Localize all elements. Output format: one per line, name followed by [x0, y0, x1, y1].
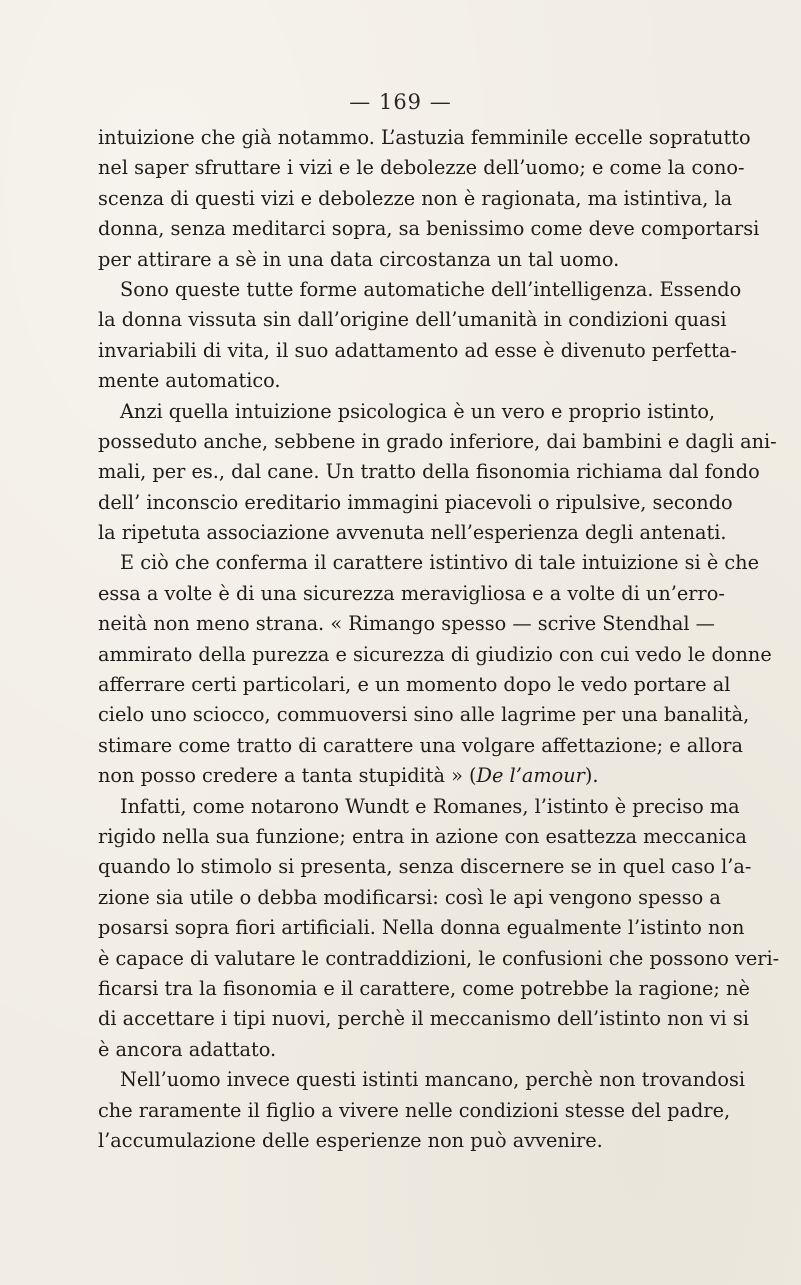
text-line: rigido nella sua funzione; entra in azione con esattezza meccanica [98, 824, 747, 848]
text-line: cielo uno sciocco, commuoversi sino alle lagrime per una banalità, [98, 703, 750, 727]
text-line-citation [98, 761, 704, 791]
text-line: Sono queste tutte forme automatiche dell’intelligenza. Essendo [120, 277, 742, 301]
text-line: per attirare a sè in una data circostanza un tal uomo. [98, 247, 620, 271]
text-line: è capace di valutare le contraddizioni, le confusioni che possono veri- [98, 946, 780, 970]
text-line: scenza di questi vizi e debolezze non è ragionata, ma istintiva, la [98, 186, 733, 210]
text-line: posseduto anche, sebbene in grado inferiore, dai bambini e dagli ani- [98, 429, 777, 453]
text-line: invariabili di vita, il suo adattamento ad esse è divenuto perfetta- [98, 338, 737, 362]
text-line: nel saper sfruttare i vizi e le debolezze dell’uomo; e come la cono- [98, 156, 745, 180]
text-line: è ancora adattato. [98, 1037, 277, 1061]
text-line: mali, per es., dal cane. Un tratto della fisonomia richiama dal fondo [98, 460, 760, 484]
text-line: essa a volte è di una sicurezza meravigliosa e a volte di un’erro- [98, 581, 725, 605]
text-line: intuizione che già notammo. L’astuzia femminile eccelle sopratutto [98, 126, 751, 149]
text-line: di accettare i tipi nuovi, perchè il meccanismo dell’istinto non vi si [98, 1007, 749, 1031]
text-line: zione sia utile o debba modificarsi: così le api vengono spesso a [98, 885, 721, 909]
text-line: Infatti, come notarono Wundt e Romanes, l’istinto è preciso ma [120, 794, 740, 818]
text-line: quando lo stimolo si presenta, senza discernere se in quel caso l’a- [98, 855, 752, 879]
text-line: la donna vissuta sin dall’origine dell’umanità in condizioni quasi [98, 308, 727, 332]
text-line: afferrare certi particolari, e un momento dopo le vedo portare al [98, 673, 731, 697]
text-line: mente automatico. [98, 369, 281, 393]
text-line: stimare come tratto di carattere una volgare affettazione; e allora [98, 733, 743, 757]
text-line: donna, senza meditarci sopra, sa benissimo come deve comportarsi [98, 217, 760, 241]
text-line: neità non meno strana. « Rimango spesso — scrive Stendhal — [98, 612, 715, 636]
text-line: dell’ inconscio ereditario immagini piacevoli o ripulsive, secondo [98, 490, 733, 514]
text-line: la ripetuta associazione avvenuta nell’esperienza degli antenati. [98, 521, 727, 545]
body-text [98, 123, 780, 1156]
text-line: l’accumulazione delle esperienze non può avvenire. [98, 1128, 603, 1152]
citation-title: De l’amour [476, 764, 585, 788]
citation-close: ). [584, 764, 599, 788]
text-line: Nell’uomo invece questi istinti mancano, perchè non trovandosi [120, 1068, 746, 1092]
text-line: posarsi sopra fiori artificiali. Nella donna egualmente l’istinto non [98, 916, 745, 940]
text-line-start: non posso credere a tanta stupidità » ( [98, 764, 477, 788]
text-line: E ciò che conferma il carattere istintivo di tale intuizione si è che [120, 551, 759, 575]
page-number: — 169 — [349, 90, 452, 114]
text-line: Anzi quella intuizione psicologica è un vero e proprio istinto, [120, 399, 716, 423]
text-line: ammirato della purezza e sicurezza di giudizio con cui vedo le donne [98, 642, 772, 666]
text-line: che raramente il figlio a vivere nelle condizioni stesse del padre, [98, 1098, 731, 1122]
text-line: ficarsi tra la fisonomia e il carattere, come potrebbe la ragione; nè [98, 976, 750, 1000]
